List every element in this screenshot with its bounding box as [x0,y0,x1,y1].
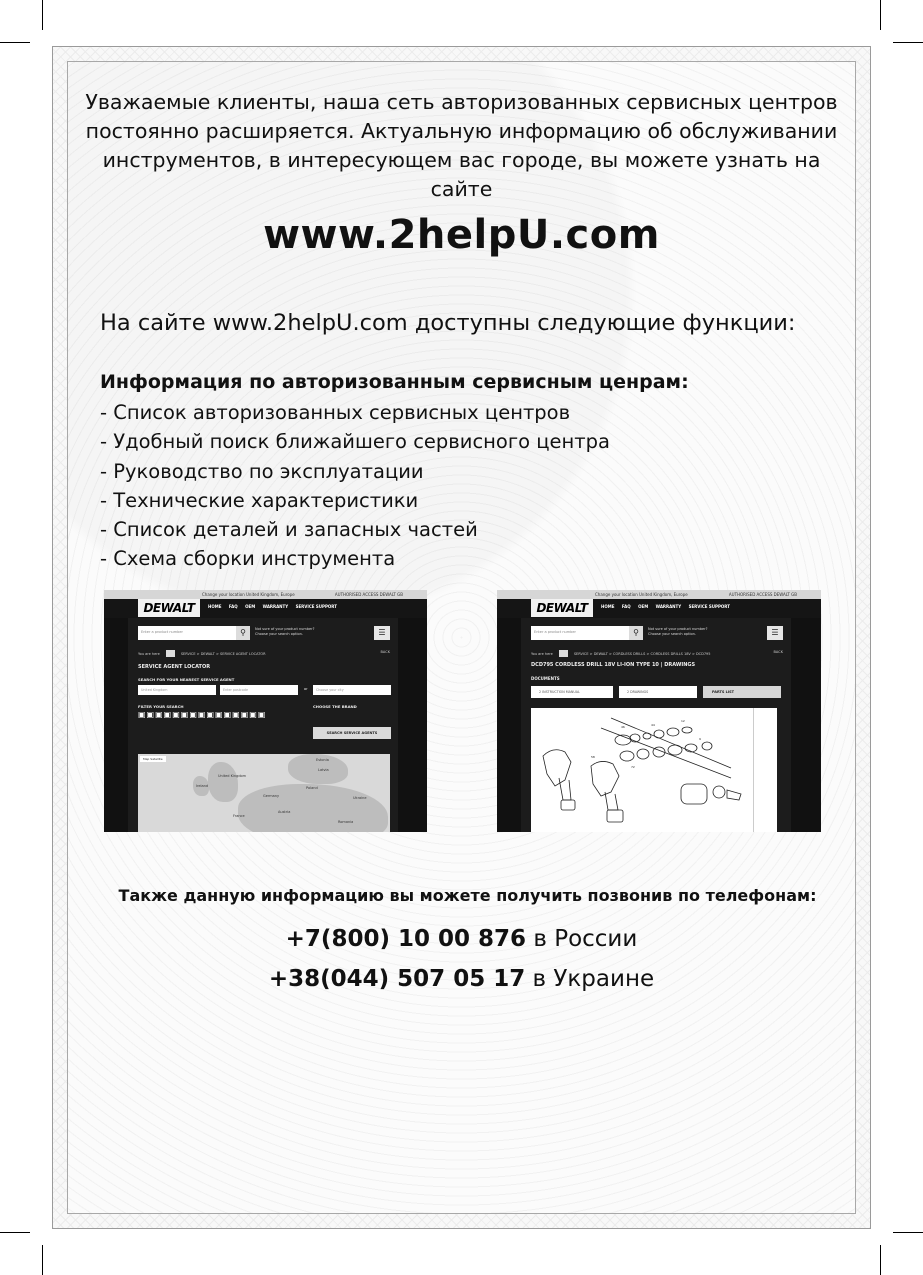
phone-call-text: Также данную информацию вы можете получить позвонив по телефонам: [118,886,817,905]
search-agents-button: SEARCH SERVICE AGENTS [313,727,391,739]
svg-text:9: 9 [699,737,701,741]
topbar-links: AUTHORISED ACCESS DEWALT GB [334,592,403,597]
back-link: BACK [773,650,783,654]
drawings-select: 2 DRAWINGS [619,686,697,698]
home-icon [559,650,568,657]
search-hint: Not sure of your product number? Choose your search option. [648,627,708,636]
nav-oem: OEM [245,604,256,609]
section-title: Информация по авторизованным сервисным ценрам: [100,371,689,393]
country-russia: в России [526,926,638,952]
or-label: or [304,687,308,691]
documents-label: DOCUMENTS [531,676,560,681]
product-search-field: Enter a product number [138,626,246,640]
nav-service-support: SERVICE SUPPORT [688,604,730,609]
crop-mark [893,1232,923,1233]
phone-russia [0,926,923,952]
page-body [128,618,398,832]
postcode-field: Enter postcode [220,685,298,695]
filter-heading: FILTER YOUR SEARCH [138,704,184,709]
crop-mark [0,42,30,43]
nav-oem: OEM [638,604,649,609]
nav-home: HOME [601,604,615,609]
nav-links [601,604,736,609]
topbar-links: AUTHORISED ACCESS DEWALT GB [728,592,797,597]
phone-number-russia[interactable]: +7(800) 10 00 876 [285,926,527,952]
svg-text:44: 44 [651,723,655,727]
phone-number-ukraine[interactable]: +38(044) 507 05 17 [268,966,526,992]
location-text: Change your location United Kingdom, Europe [595,592,688,597]
svg-text:72: 72 [631,765,635,769]
screenshot-drawings [497,590,821,832]
menu-icon: ☰ [767,626,783,640]
intro-text: Уважаемые клиенты, наша сеть авторизованных сервисных центров постоянно расширяется. Актуальную информацию об обслуживании инструментов, в интересующем вас городе, вы можете узнать на сайте [85,90,838,201]
locator-heading: SERVICE AGENT LOCATOR [138,664,211,670]
home-icon [166,650,175,657]
filter-icons: ▣▣▣▣▣▣▣▣▣▣▣▣▣▣▣ [138,710,267,719]
nav-service-support: SERVICE SUPPORT [295,604,337,609]
svg-text:58: 58 [591,755,595,759]
crop-mark [42,1245,43,1275]
svg-text:12: 12 [681,719,685,723]
nav-home: HOME [208,604,222,609]
parts-list-button: PARTS LIST [703,686,781,698]
product-title: DCD795 CORDLESS DRILL 18V LI-ION TYPE 10 | DRAWINGS [531,662,696,668]
feature-list [100,398,610,574]
search-icon: ⚲ [629,626,643,640]
search-heading: SEARCH FOR YOUR NEAREST SERVICE AGENT [138,677,235,682]
nav-faq: FAQ [621,604,631,609]
dewalt-logo: DEWALT [138,599,200,617]
crop-mark [0,1232,30,1233]
location-text: Change your location United Kingdom, Europe [202,592,295,597]
list-item: - Список деталей и запасных частей [100,518,478,542]
country-ukraine: в Украине [525,966,655,992]
exploded-drawing [531,708,753,832]
drawing-sidebar [753,708,777,832]
functions-title: На сайте www.2helpU.com доступны следующие функции: [100,310,796,336]
country-select: United Kingdom [138,685,216,695]
page-body [521,618,791,832]
city-select: Choose your city [313,685,391,695]
topbar [497,590,821,599]
list-item: - Схема сборки инструмента [100,547,396,571]
crop-mark [893,42,923,43]
back-link: BACK [380,650,390,654]
europe-map: Map Satellite Estonia Latvia United Kingdom Ireland Poland Germany France Ukraine Austria Romania [138,754,390,832]
list-item: - Список авторизованных сервисных центров [100,401,571,424]
nav-warranty: WARRANTY [262,604,289,609]
map-tabs: Map Satellite [140,756,166,762]
svg-text:46: 46 [621,725,625,729]
crop-mark [880,0,881,30]
nav-faq: FAQ [228,604,238,609]
breadcrumb: You are here SERVICE > DEWALT > CORDLESS DRILLS > CORDLESS DRILLS 18V > DCD795 BACK [531,650,783,656]
manuals-select: 2 INSTRUCTION MANUAL [531,686,613,698]
breadcrumb: You are here SERVICE > DEWALT > SERVICE AGENT LOCATOR BACK [138,650,390,656]
product-search-field: Enter a product number [531,626,639,640]
topbar [104,590,427,599]
search-hint: Not sure of your product number? Choose your search option. [255,627,315,636]
brand-heading: CHOOSE THE BRAND [313,704,357,709]
screenshot-service-locator [104,590,427,832]
list-item: - Руководство по эксплуатации [100,459,424,483]
phone-ukraine [0,966,923,992]
menu-icon: ☰ [374,626,390,640]
dewalt-logo: DEWALT [531,599,593,617]
website-url[interactable]: www.2helpU.com [263,212,660,258]
list-item: - Технические характеристики [100,488,419,512]
crop-mark [42,0,43,30]
list-item: - Удобный поиск ближайшего сервисного центра [100,430,610,454]
nav-warranty: WARRANTY [655,604,682,609]
nav-links [208,604,343,609]
search-icon: ⚲ [236,626,250,640]
crop-mark [880,1245,881,1275]
